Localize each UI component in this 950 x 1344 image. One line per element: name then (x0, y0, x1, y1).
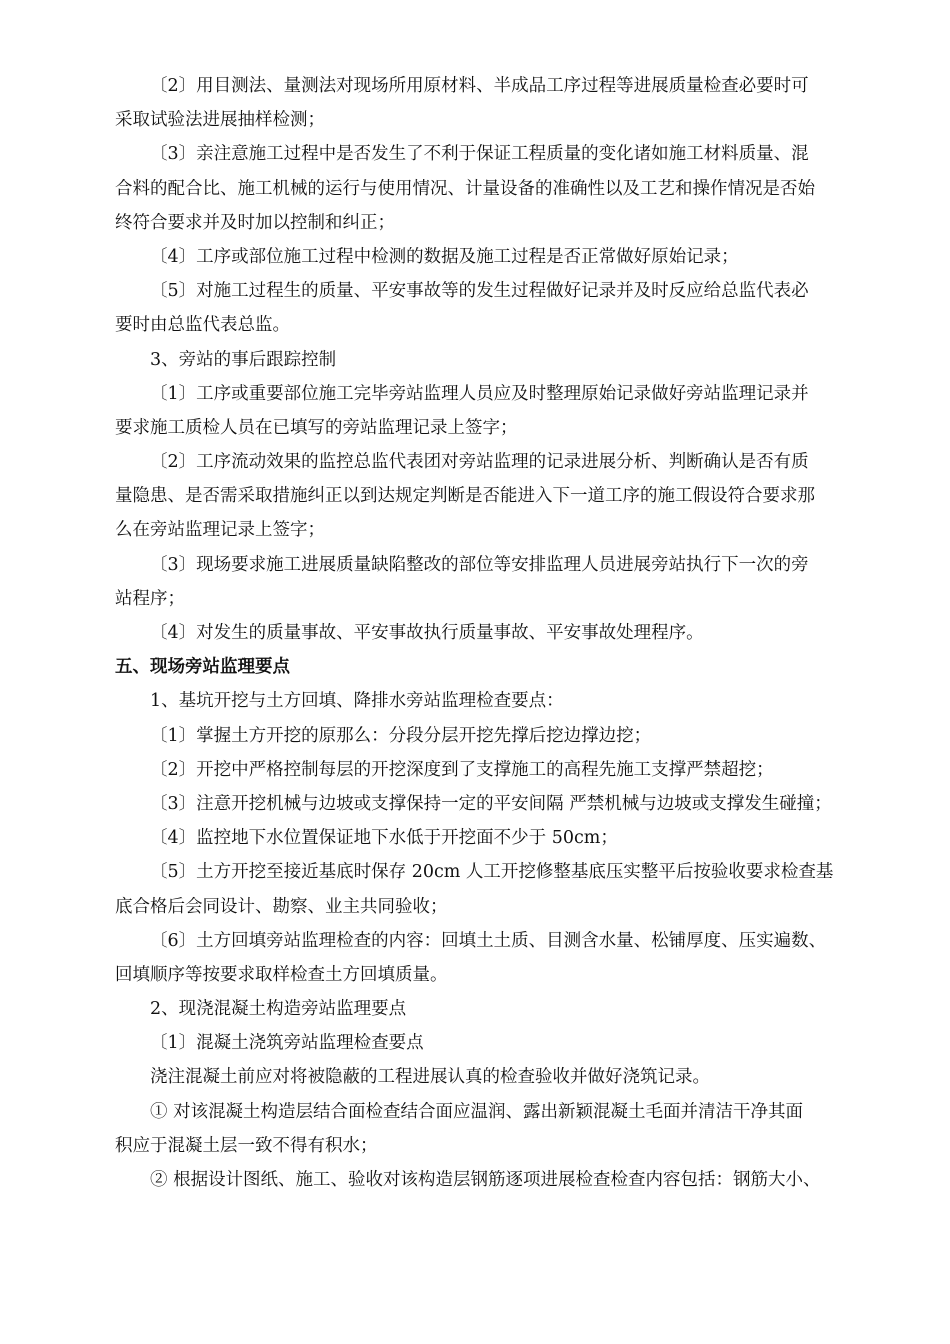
text-line: 积应于混凝土层一致不得有积水； (115, 1135, 378, 1156)
text-line: 采取试验法进展抽样检测； (115, 110, 325, 131)
text-line: 〔4〕对发生的质量事故、平安事故执行质量事故、平安事故处理程序。 (150, 623, 704, 643)
text-line: 〔1〕工序或重要部位施工完毕旁站监理人员应及时整理原始记录做好旁站监理记录并 (150, 383, 809, 404)
text-line: ① 对该混凝土构造层结合面检查结合面应温润、露出新颖混凝土毛面并清洁干净其面 (150, 1101, 804, 1122)
text-line: 合料的配合比、施工机械的运行与使用情况、计量设备的准确性以及工艺和操作情况是否始 (115, 178, 815, 199)
text-line: 〔4〕监控地下水位置保证地下水低于开挖面不少于 50cm； (150, 828, 618, 849)
text-line: 浇注混凝土前应对将被隐蔽的工程进展认真的检查验收并做好浇筑记录。 (150, 1067, 710, 1088)
text-line: 〔5〕对施工过程生的质量、平安事故等的发生过程做好记录并及时反应给总监代表必 (150, 281, 809, 302)
text-line: 要求施工质检人员在已填写的旁站监理记录上签字； (115, 417, 518, 438)
text-line: 要时由总监代表总监。 (115, 315, 290, 336)
text-line: 1、基坑开挖与土方回填、降排水旁站监理检查要点： (150, 691, 564, 712)
text-line: 〔4〕工序或部位施工过程中检测的数据及施工过程是否正常做好原始记录； (150, 246, 739, 267)
text-line: 〔2〕用目测法、量测法对现场所用原材料、半成品工序过程等进展质量检查必要时可 (150, 76, 809, 96)
text-line: 〔1〕混凝土浇筑旁站监理检查要点 (150, 1033, 424, 1054)
text-line: ② 根据设计图纸、施工、验收对该构造层钢筋逐项进展检查检查内容包括：钢筋大小、 (150, 1170, 821, 1190)
text-line: 底合格后会同设计、勘察、业主共同验收； (115, 896, 448, 917)
text-line: 〔5〕土方开挖至接近基底时保存 20cm 人工开挖修整基底压实整平后按验收要求检查基 (150, 862, 834, 883)
section-heading: 五、现场旁站监理要点 (115, 657, 290, 678)
text-line: 〔3〕亲注意施工过程中是否发生了不利于保证工程质量的变化诸如施工材料质量、混 (150, 144, 809, 165)
text-line: 〔1〕掌握土方开挖的原那么：分段分层开挖先撑后挖边撑边挖； (150, 725, 652, 746)
text-line: 2、现浇混凝土构造旁站监理要点 (150, 999, 407, 1020)
text-line: 〔3〕注意开挖机械与边坡或支撑保持一定的平安间隔 严禁机械与边坡或支撑发生碰撞； (150, 793, 832, 814)
text-line: 么在旁站监理记录上签字； (115, 520, 325, 541)
text-line: 〔6〕土方回填旁站监理检查的内容：回填土土质、目测含水量、松铺厚度、压实遍数、 (150, 930, 827, 951)
text-line: 量隐患、是否需采取措施纠正以到达规定判断是否能进入下一道工序的施工假设符合要求那 (115, 486, 815, 507)
text-line: 站程序； (115, 588, 185, 609)
text-line: 3、旁站的事后跟踪控制 (150, 349, 337, 370)
text-line: 〔2〕工序流动效果的监控总监代表团对旁站监理的记录进展分析、判断确认是否有质 (150, 452, 809, 473)
document-body (115, 69, 885, 1197)
text-line: 回填顺序等按要求取样检查土方回填质量。 (115, 964, 448, 985)
text-line: 〔3〕现场要求施工进展质量缺陷整改的部位等安排监理人员进展旁站执行下一次的旁 (150, 554, 809, 575)
text-line: 终符合要求并及时加以控制和纠正； (115, 212, 395, 233)
text-line: 〔2〕开挖中严格控制每层的开挖深度到了支撑施工的高程先施工支撑严禁超挖； (150, 759, 774, 780)
